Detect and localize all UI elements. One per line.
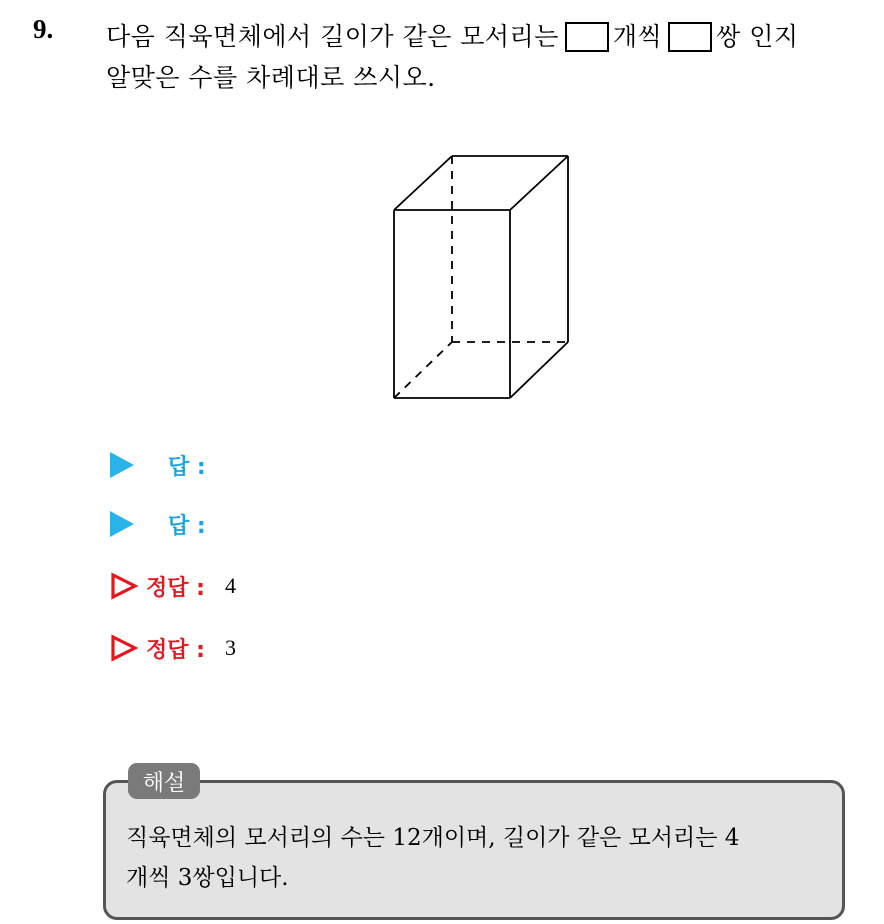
question-line-2: 알맞은 수를 차례대로 쓰시오. bbox=[106, 63, 436, 92]
cuboid-hidden-edge-depth bbox=[394, 342, 452, 398]
question-line-1 bbox=[106, 16, 876, 57]
answer-label: 답 : bbox=[168, 454, 206, 480]
play-triangle-icon bbox=[110, 511, 134, 537]
outline-triangle-icon bbox=[110, 572, 138, 600]
correct-answer-row-2 bbox=[110, 631, 236, 665]
correct-answer-label: 정답 : bbox=[146, 637, 205, 663]
correct-answer-value: 3 bbox=[224, 635, 236, 660]
question-line-1-after: 쌍 인지 bbox=[716, 22, 799, 51]
explanation-tag: 해설 bbox=[128, 763, 200, 799]
correct-answer-value: 4 bbox=[224, 573, 236, 598]
blank-box-count[interactable] bbox=[565, 22, 609, 52]
question-line-1-mid: 개씩 bbox=[612, 22, 663, 51]
cuboid-figure bbox=[380, 150, 580, 404]
explanation-text bbox=[126, 818, 826, 898]
answer-row-2 bbox=[110, 507, 206, 541]
explanation-line-1: 직육면체의 모서리의 수는 12개이며, 길이가 같은 모서리는 4 bbox=[126, 825, 740, 851]
cuboid-edge-top-right-depth bbox=[510, 156, 568, 210]
answer-label: 답 : bbox=[168, 513, 206, 539]
play-triangle-icon bbox=[110, 452, 134, 478]
question-text bbox=[106, 16, 876, 98]
explanation-line-2: 개씩 3쌍입니다. bbox=[126, 865, 289, 891]
question-number: 9. bbox=[33, 14, 54, 44]
answer-row-1 bbox=[110, 448, 206, 482]
cuboid-edge-top-left-depth bbox=[394, 156, 452, 210]
correct-answer-row-1 bbox=[110, 569, 236, 603]
question-line-1-before: 다음 직육면체에서 길이가 같은 모서리는 bbox=[106, 22, 559, 51]
correct-answer-label: 정답 : bbox=[146, 575, 205, 601]
blank-box-pairs[interactable] bbox=[668, 22, 712, 52]
outline-triangle-icon bbox=[110, 634, 138, 662]
cuboid-edge-bottom-right-depth bbox=[510, 342, 568, 398]
